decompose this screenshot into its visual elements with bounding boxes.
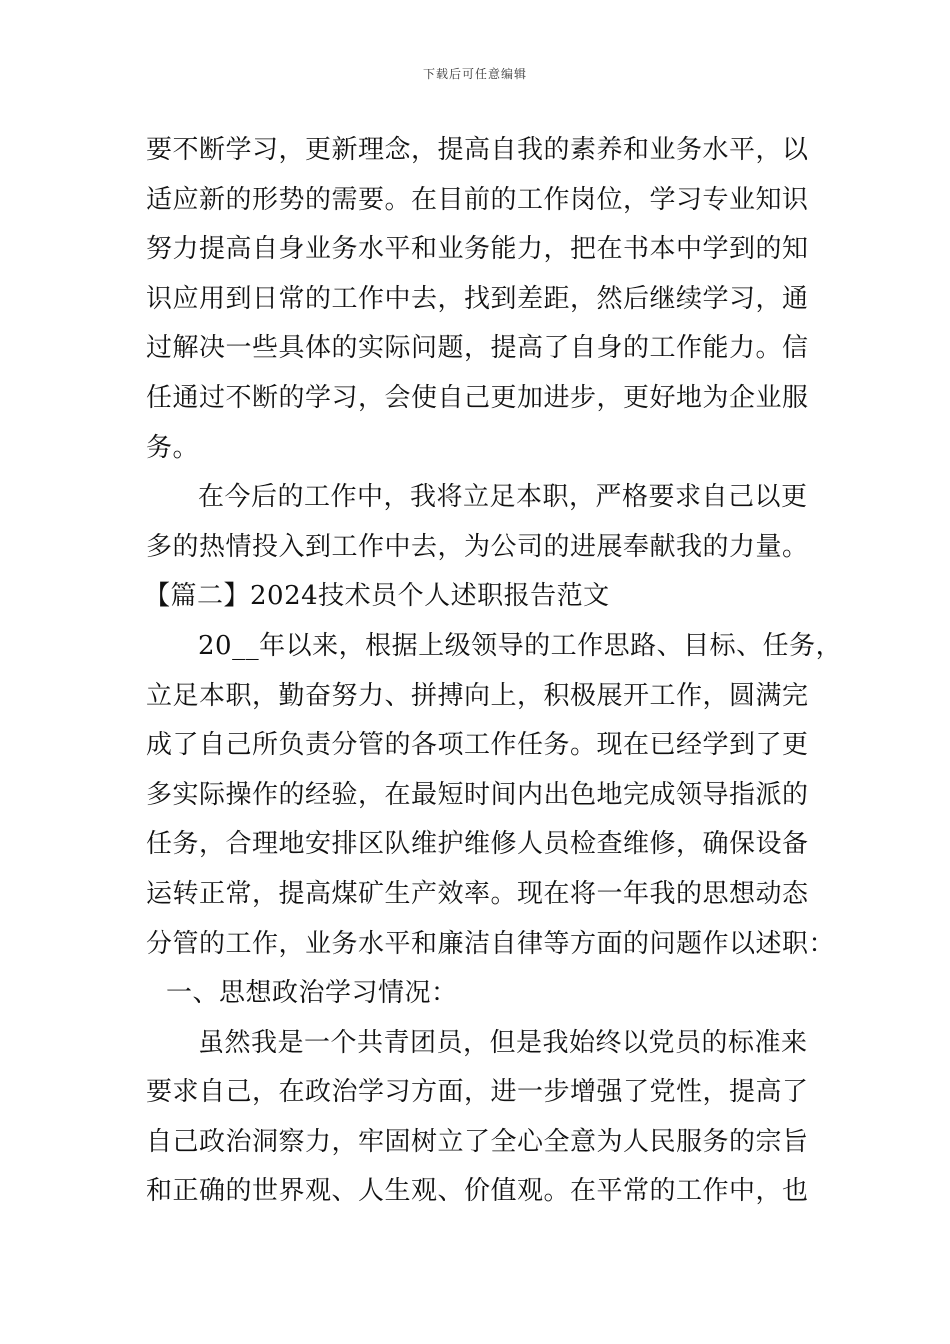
paragraph-line: 立足本职，勤奋努力、拼搏向上，积极展开工作，圆满完 [146,680,809,711]
paragraph-line: 努力提高自身业务水平和业务能力，把在书本中学到的知 [146,234,809,265]
paragraph-line: 过解决一些具体的实际问题，提高了自身的工作能力。信 [146,333,809,364]
subsection-heading: 一、思想政治学习情况： [166,978,458,1009]
download-note: 下载后可任意编辑 [422,67,527,81]
paragraph-line: 多的热情投入到工作中去，为公司的进展奉献我的力量。 [146,531,809,562]
paragraph-line: 多实际操作的经验，在最短时间内出色地完成领导指派的 [146,779,809,810]
paragraph-line: 任通过不断的学习，会使自己更加进步，更好地为企业服 [146,382,809,413]
section-heading: 【篇二】2024技术员个人述职报告范文 [144,581,610,612]
paragraph-line: 在今后的工作中，我将立足本职，严格要求自己以更 [198,482,808,513]
paragraph-line: 运转正常，提高煤矿生产效率。现在将一年我的思想动态 [146,878,809,909]
paragraph-line: 要不断学习，更新理念，提高自我的素养和业务水平，以 [146,135,809,165]
paragraph-line: 任务，合理地安排区队维护维修人员检查维修，确保设备 [146,829,809,860]
paragraph-line: 适应新的形势的需要。在目前的工作岗位，学习专业知识 [146,184,809,215]
paragraph-line: 识应用到日常的工作中去，找到差距，然后继续学习，通 [146,283,809,314]
paragraph-line: 虽然我是一个共青团员，但是我始终以党员的标准来 [198,1027,808,1058]
paragraph-line: 成了自己所负责分管的各项工作任务。现在已经学到了更 [146,730,809,761]
paragraph-line: 20__年以来，根据上级领导的工作思路、目标、任务， [198,630,843,661]
paragraph-line: 自己政治洞察力，牢固树立了全心全意为人民服务的宗旨 [146,1126,809,1157]
document-body [144,126,843,1217]
paragraph-line: 和正确的世界观、人生观、价值观。在平常的工作中，也 [146,1176,809,1207]
paragraph-line: 要求自己，在政治学习方面，进一步增强了党性，提高了 [146,1077,809,1108]
paragraph-line: 分管的工作，业务水平和廉洁自律等方面的问题作以述职： [146,928,836,959]
paragraph-line: 务。 [146,432,200,463]
